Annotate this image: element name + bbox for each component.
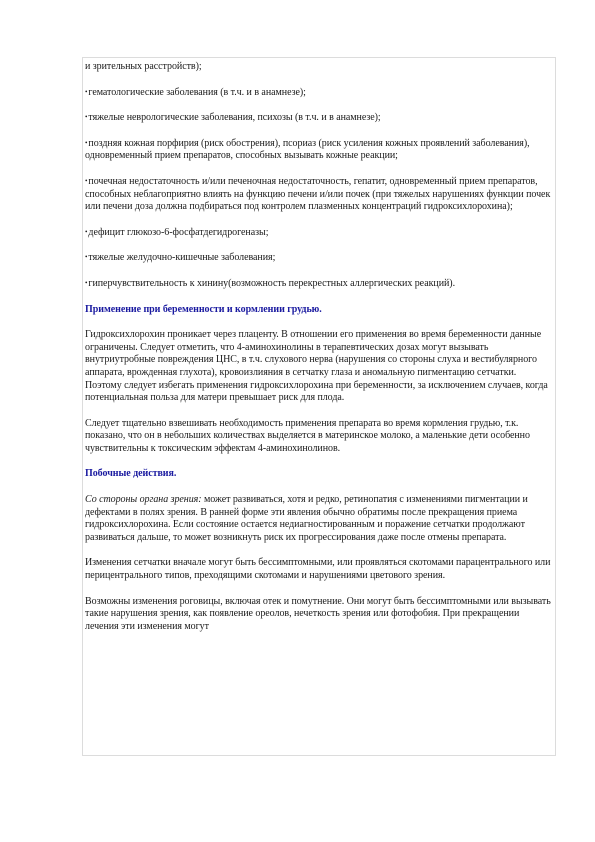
section-heading-pregnancy: Применение при беременности и кормлении грудью. — [85, 303, 322, 315]
paragraph-breastfeeding: Следует тщательно взвешивать необходимость применения препарата во время кормления грудью, т.к. показано, что он в небольших количествах выделяется в материнское молоко, а маленькие дети особенно чувствительны к токсическим эффектам 4-аминохинолинов. — [85, 417, 530, 454]
section-heading-side-effects: Побочные действия. — [85, 468, 177, 480]
list-item-porphyria: • поздняя кожная порфирия (риск обострения), псориаз (риск усиления кожных проявлений заболевания), одновременный прием препаратов, способных вызывать кожные реакции; — [85, 138, 553, 163]
list-item-g6pd: • дефицит глюкозо-6-фосфатдегидрогеназы; — [85, 227, 553, 240]
paragraph-vision — [85, 494, 553, 544]
list-item-renal-hepatic: • почечная недостаточность и/или печеночная недостаточность, гепатит, одновременный прием препаратов, способных неблагоприятно влиять на функцию печени и/или почек (при тяжелых нарушениях функции почек или печени доза должна подбираться под контролем плазменных концентраций гидроксихлорохина); — [85, 176, 553, 214]
paragraph-pregnancy: Гидроксихлорохин проникает через плаценту. В отношении его применения во время беременности данные ограничены. Следует отметить, что 4-аминохинолины в терапевтических дозах могут вызывать внутриутробные повреждения ЦНС, в т.ч. слухового нерва (нарушения со стороны слуха и вестибулярного аппарата, врожденная глухота), кровоизлияния в сетчатку глаза и аномальную пигментацию сетчатки. Поэтому следует избегать применения гидроксихлорохина при беременности, за исключением случаев, когда потенциальная польза для матери превышает риск для плода. — [85, 329, 548, 404]
vision-lead: Со стороны органа зрения: — [85, 494, 202, 506]
text-line-continuation: и зрительных расстройств); — [85, 61, 202, 72]
list-item-neurologic: • тяжелые неврологические заболевания, психозы (в т.ч. и в анамнезе); — [85, 112, 553, 125]
document-body — [85, 61, 553, 633]
list-item-hematologic: • гематологические заболевания (в т.ч. и в анамнезе); — [85, 87, 553, 100]
paragraph-cornea: Возможны изменения роговицы, включая отек и помутнение. Они могут быть бессимптомными или вызывать такие нарушения зрения, как появление ореолов, нечеткость зрения или фотофобия. При прекращении лечения эти изменения могут — [85, 595, 551, 632]
list-item-hypersensitivity: • гиперчувствительность к хинину(возможность перекрестных аллергических реакций). — [85, 278, 553, 291]
paragraph-retina: Изменения сетчатки вначале могут быть бессимптомными, или проявляться скотомами парацентрального или перицентрального типов, преходящими скотомами и нарушениями цветового зрения. — [85, 557, 551, 582]
list-item-gastrointestinal: • тяжелые желудочно-кишечные заболевания; — [85, 252, 553, 265]
vision-text: может развиваться, хотя и редко, ретинопатия с изменениями пигментации и дефектами в полях зрения. В ранней форме эти явления обычно обратимы после прекращения приема гидроксихлорохина. Если состояние остается недиагностированным и поражение сетчатки продолжают развиваться дальше, то может возникнуть риск их прогрессирования даже после отмены препарата. — [85, 494, 528, 543]
